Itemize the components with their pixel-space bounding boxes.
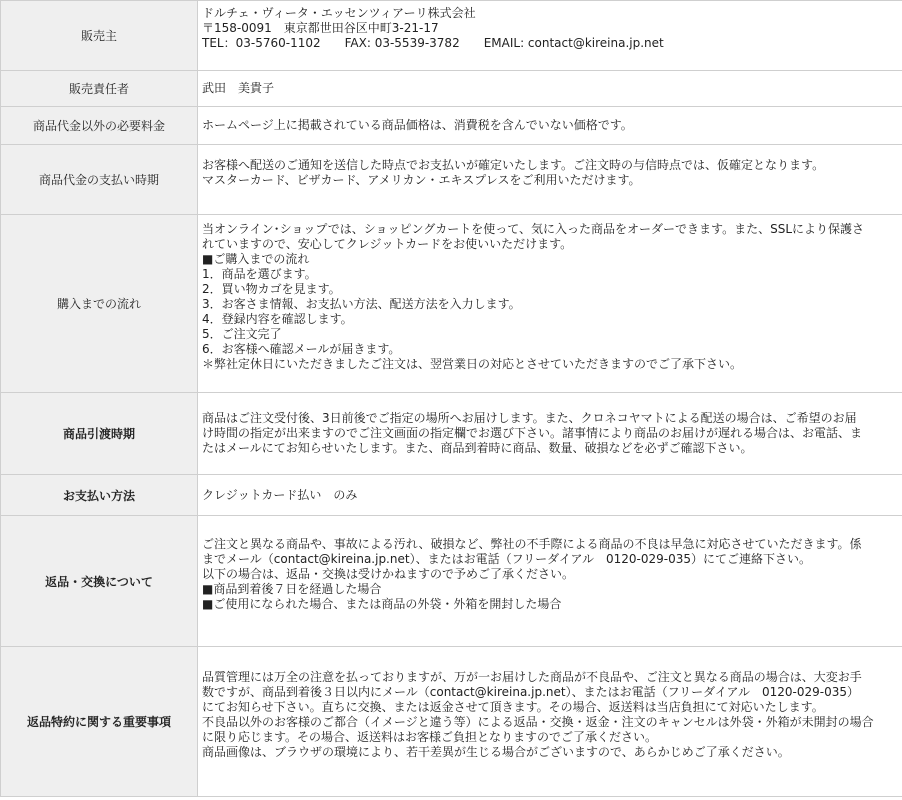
return-policy-line: 数ですが、商品到着後３日以内にメール（contact@kireina.jp.net）、またはお電話（フリーダイアル 0120-029-035） [202, 684, 860, 699]
returns-line: までメール（contact@kireina.jp.net）、またはお電話（フリーダイアル 0120-029-035）にてご連絡下さい。 [202, 551, 812, 566]
delivery-timing-line: 商品はご注文受付後、3日前後でご指定の場所へお届けします。また、クロネコヤマトによる配送の場合は、ご希望のお届 [202, 411, 857, 425]
purchase-flow-line: ■ご購入までの流れ [202, 251, 310, 266]
return-policy-line: に限り応じます。その場合、返送料はお客様ご負担となりますのでご了承ください。 [202, 729, 658, 744]
additional-fees-text: ホームページ上に掲載されている商品価格は、消費税を含んでいない価格です。 [202, 118, 633, 132]
row-value-payment-method [198, 475, 902, 516]
delivery-timing-line: たはメールにてお知らせいたします。また、商品到着時に商品、数量、破損などを必ずご確認下さい。 [202, 441, 753, 455]
manager-name: 武田 美貴子 [202, 81, 275, 95]
return-policy-line: 品質管理には万全の注意を払っておりますが、万が一お届けした商品が不良品や、ご注文と異なる商品の場合は、大変お手 [202, 669, 862, 684]
row-value-manager [198, 71, 902, 107]
return-policy-line: 商品画像は、ブラウザの環境により、若干差異が生じる場合がございますので、あらかじめご了承ください。 [202, 744, 790, 759]
purchase-flow-line: 5．ご注文完了 [202, 326, 282, 341]
seller-contact: TEL：03-5760-1102 FAX: 03-5539-3782 EMAIL: contact@kireina.jp.net [202, 36, 664, 50]
payment-timing-line: マスターカード、ビザカード、アメリカン・エキスプレスをご利用いただけます。 [202, 172, 641, 187]
purchase-flow-line: 6．お客様へ確認メールが届きます。 [202, 341, 401, 356]
purchase-flow-line: ＊弊社定休日にいただきましたご注文は、翌営業日の対応とさせていただきますのでご了承下さい。 [202, 356, 743, 371]
row-value-returns [198, 516, 902, 647]
row-value-purchase-flow [198, 215, 902, 393]
seller-company-name: ドルチェ・ヴィータ・エッセンツィアーリ株式会社 [202, 6, 476, 20]
returns-line: ご注文と異なる商品や、事故による汚れ、破損など、弊社の不手際による商品の不良は早急に対応させていただきます。係 [202, 536, 862, 551]
table-row-manager [1, 71, 902, 107]
purchase-flow-line: 1．商品を選びます。 [202, 266, 317, 281]
row-value-payment-timing [198, 145, 902, 215]
table-row-additional-fees [1, 107, 902, 145]
seller-address: 〒158-0091 東京都世田谷区中町3-21-17 [202, 21, 439, 35]
row-value-additional-fees [198, 107, 902, 145]
table-row-payment-method [1, 475, 902, 516]
row-label-delivery-timing: 商品引渡時期 [1, 393, 198, 475]
row-label-returns: 返品・交換について [1, 516, 198, 647]
table-row-returns [1, 516, 902, 647]
table-row-delivery-timing [1, 393, 902, 475]
payment-method-text: クレジットカード払い のみ [202, 487, 358, 502]
row-value-delivery-timing [198, 393, 902, 475]
purchase-flow-line: れていますので、安心してクレジットカードをお使いいただけます。 [202, 236, 573, 251]
row-label-purchase-flow: 購入までの流れ [1, 215, 198, 393]
row-value-seller [198, 1, 902, 71]
purchase-flow-line: 3．お客さま情報、お支払い方法、配送方法を入力します。 [202, 296, 521, 311]
purchase-flow-line: 当オンライン･ショップでは、ショッピングカートを使って、気に入った商品をオーダーできます。また、SSLにより保護さ [202, 221, 865, 236]
table-row-purchase-flow [1, 215, 902, 393]
row-label-manager: 販売責任者 [1, 71, 198, 107]
row-value-return-policy [198, 647, 902, 797]
returns-line: ■商品到着後７日を経過した場合 [202, 581, 382, 596]
return-policy-line: にてお知らせ下さい。直ちに交換、または返金させて頂きます。その場合、返送料は当店負担にて対応いたします。 [202, 699, 824, 714]
row-label-payment-method: お支払い方法 [1, 475, 198, 516]
row-label-return-policy: 返品特約に関する重要事項 [1, 647, 198, 797]
purchase-flow-line: 4．登録内容を確認します。 [202, 311, 353, 326]
row-label-additional-fees: 商品代金以外の必要料金 [1, 107, 198, 145]
delivery-timing-line: け時間の指定が出来ますのでご注文画面の指定欄でお選び下さい。諸事情により商品のお届けが遅れる場合は、お電話、ま [202, 426, 863, 440]
returns-line: ■ご使用になられた場合、または商品の外袋・外箱を開封した場合 [202, 596, 562, 611]
row-label-seller: 販売主 [1, 1, 198, 71]
table-row-return-policy [1, 647, 902, 797]
row-label-payment-timing: 商品代金の支払い時期 [1, 145, 198, 215]
table-row-seller [1, 1, 902, 71]
table-row-payment-timing [1, 145, 902, 215]
purchase-flow-line: 2．買い物カゴを見ます。 [202, 281, 341, 296]
returns-line: 以下の場合は、返品・交換は受けかねますので予めご了承ください。 [202, 566, 575, 581]
return-policy-line: 不良品以外のお客様のご都合（イメージと違う等）による返品・交換・返金・注文のキャンセルは外袋・外箱が未開封の場合 [202, 714, 874, 729]
payment-timing-line: お客様へ配送のご通知を送信した時点でお支払いが確定いたします。ご注文時の与信時点では、仮確定となります。 [202, 157, 825, 172]
